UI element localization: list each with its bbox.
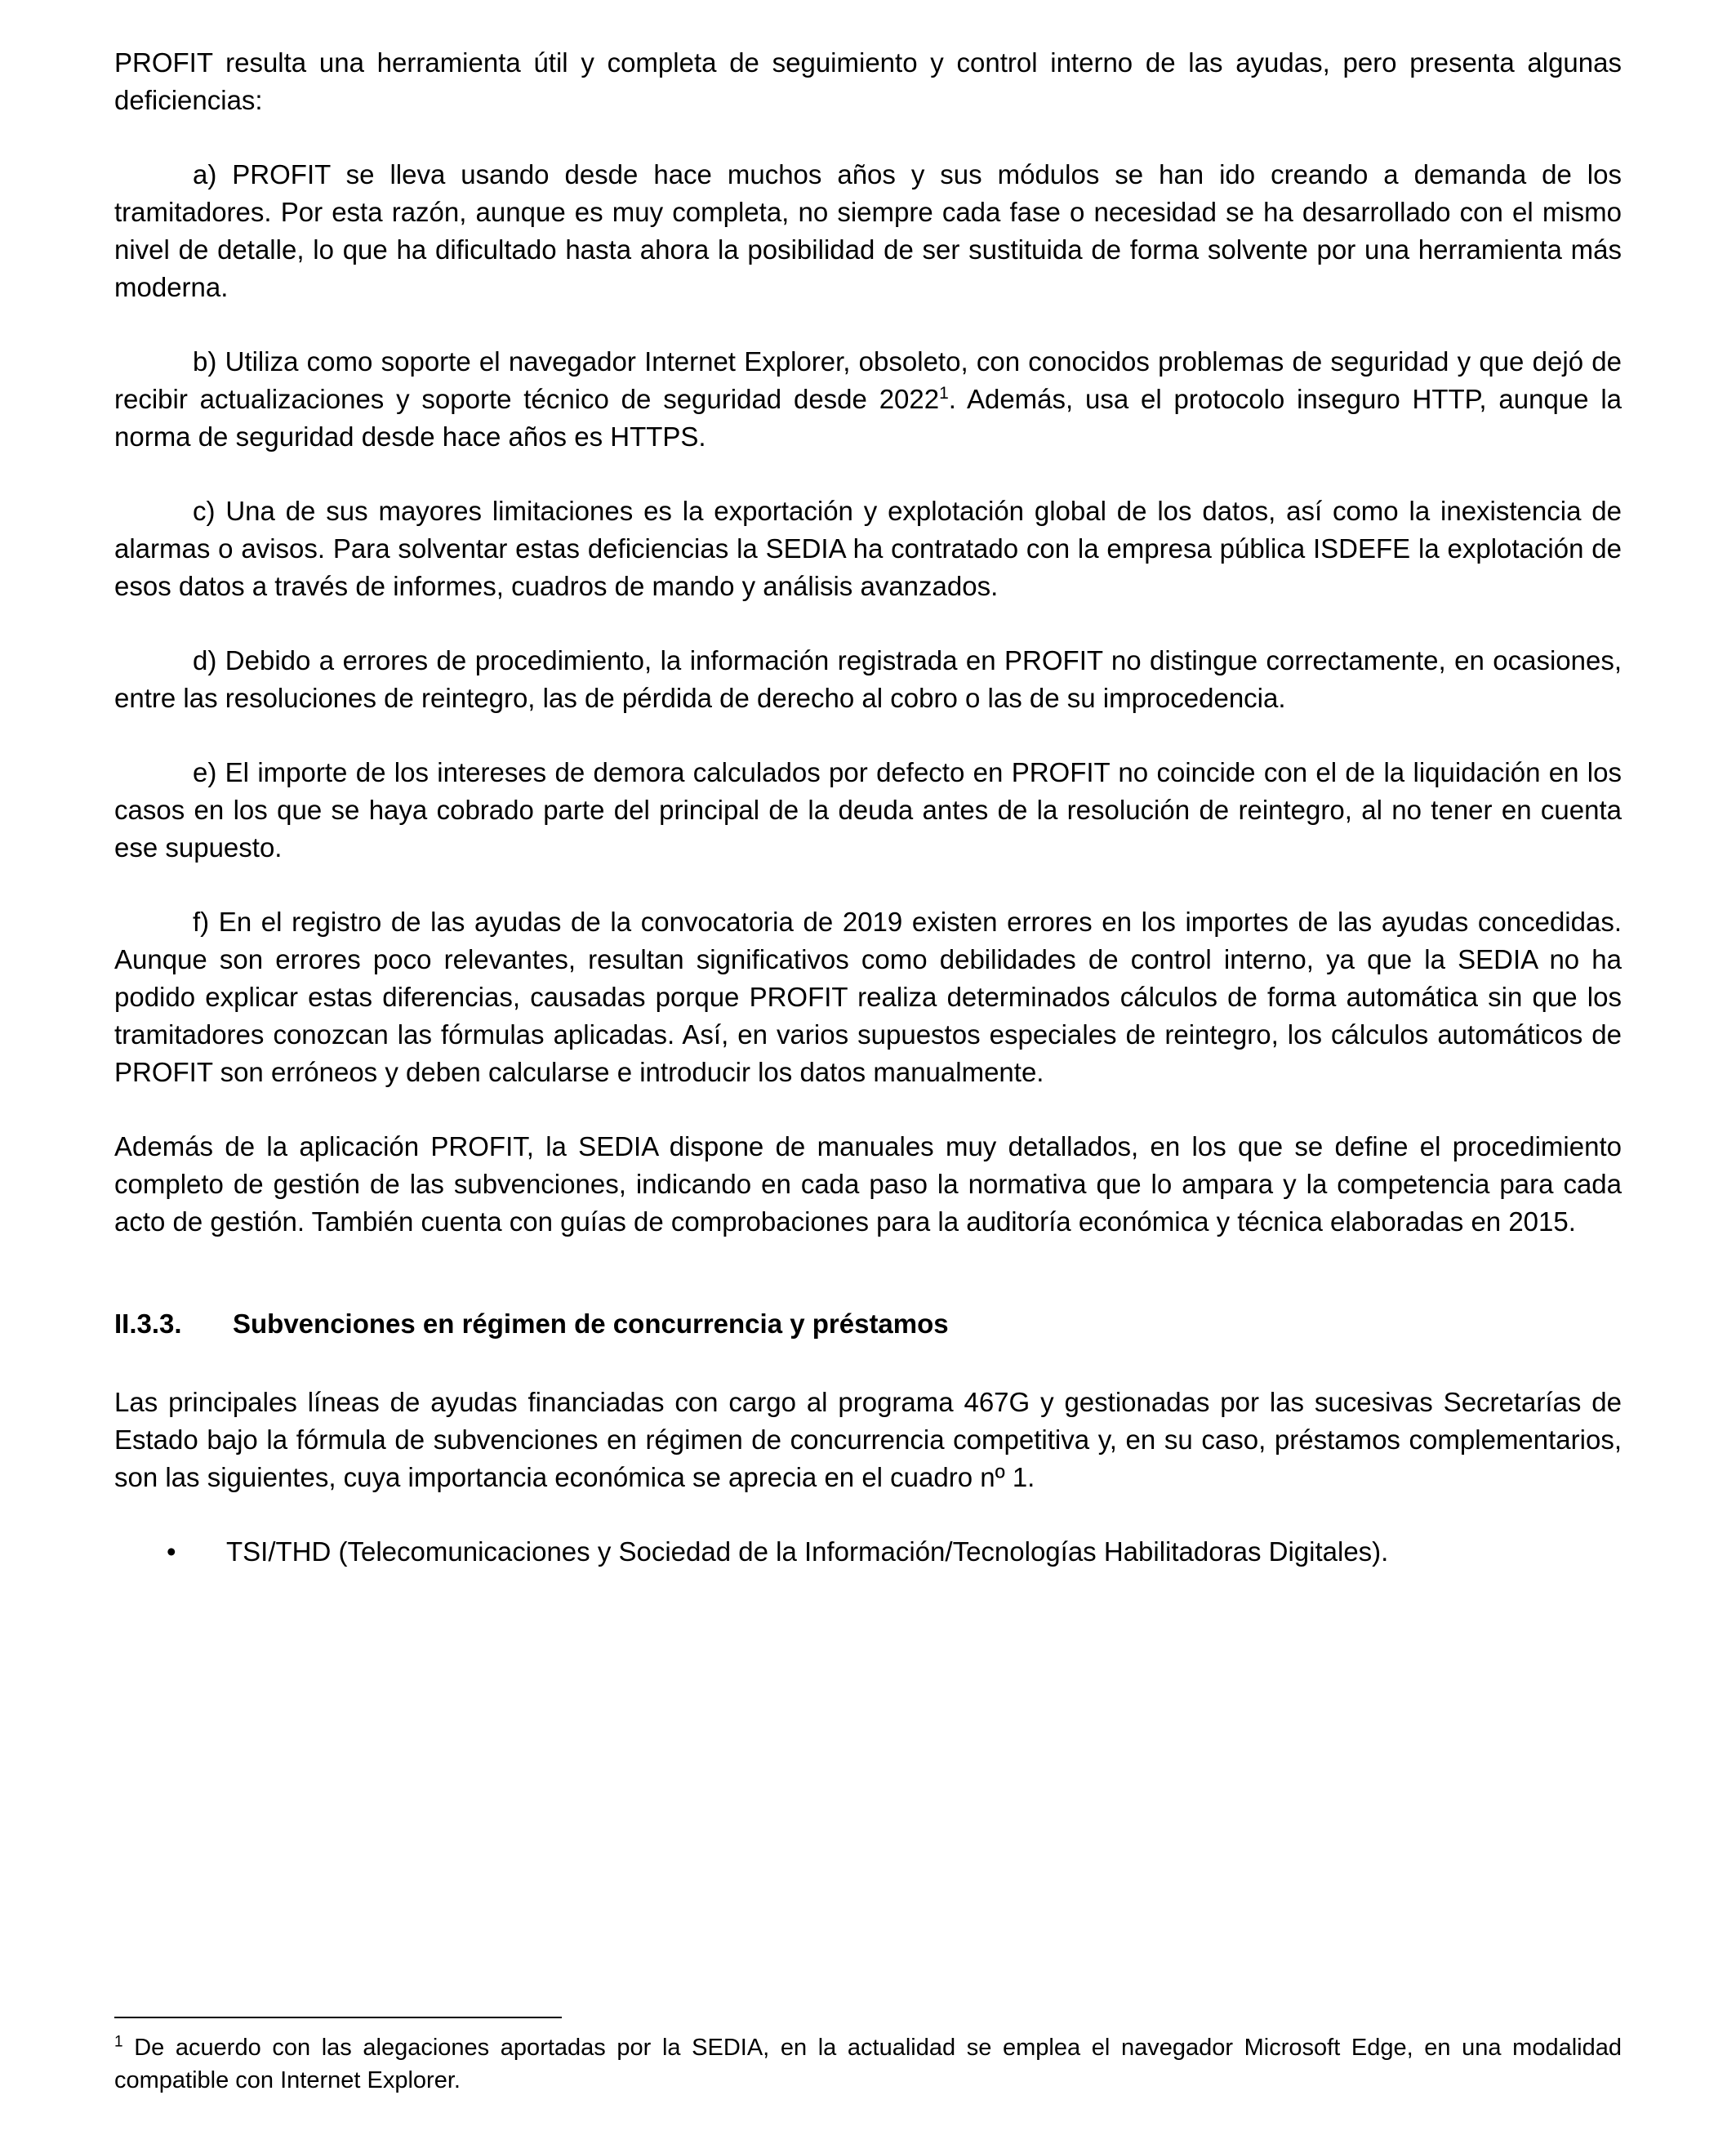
item-f-paragraph: f) En el registro de las ayudas de la convocatoria de 2019 existen errores en los importes de las ayudas concedidas. Aunque son errores poco relevantes, resultan significativos como debilidades de control interno, ya que la SEDIA no ha podido explicar estas diferencias, causadas porque PROFIT realiza determinados cálculos de forma automática sin que los tramitadores conozcan las fórmulas aplicadas. Así, en varios supuestos especiales de reintegro, los cálculos automáticos de PROFIT son erróneos y deben calcularse e introducir los datos manualmente. [114,907,1622,1087]
section-intro-paragraph: Las principales líneas de ayudas financiadas con cargo al programa 467G y gestionadas por las sucesivas Secretarías de Estado bajo la fórmula de subvenciones en régimen de concurrencia competitiva y, en su caso, préstamos complementarios, son las siguientes, cuya importancia económica se aprecia en el cuadro nº 1. [114,1387,1622,1492]
list-item [114,1533,1622,1571]
bullet-icon: • [167,1536,176,1567]
footnote-text: De acuerdo con las alegaciones aportadas por la SEDIA, en la actualidad se emplea el navegador Microsoft Edge, en una modalidad compatible con Internet Explorer. [114,2035,1622,2093]
item-b-text-after: . Además, usa el protocolo inseguro HTTP, aunque la norma de seguridad desde hace años es HTTPS. [114,384,1622,452]
footnote-divider [114,2017,562,2018]
item-a-paragraph: a) PROFIT se lleva usando desde hace muchos años y sus módulos se han ido creando a demanda de los tramitadores. Por esta razón, aunque es muy completa, no siempre cada fase o necesidad se ha desarrollado con el mismo nivel de detalle, lo que ha dificultado hasta ahora la posibilidad de ser sustituida de forma solvente por una herramienta más moderna. [114,159,1622,302]
item-b-text-before: b) Utiliza como soporte el navegador Internet Explorer, obsoleto, con conocidos problemas de seguridad y que dejó de recibir actualizaciones y soporte técnico de seguridad desde 2022 [114,346,1622,414]
closing-paragraph: Además de la aplicación PROFIT, la SEDIA dispone de manuales muy detallados, en los que se define el procedimiento completo de gestión de las subvenciones, indicando en cada paso la normativa que lo ampara y la competencia para cada acto de gestión. También cuenta con guías de comprobaciones para la auditoría económica y técnica elaboradas en 2015. [114,1131,1622,1237]
section-heading [114,1305,1622,1343]
intro-paragraph: PROFIT resulta una herramienta útil y completa de seguimiento y control interno de las ayudas, pero presenta algunas deficiencias: [114,47,1622,115]
footnote-reference-1: 1 [939,384,949,403]
item-e-paragraph: e) El importe de los intereses de demora calculados por defecto en PROFIT no coincide con el de la liquidación en los casos en los que se haya cobrado parte del principal de la deuda antes de la resolución de reintegro, al no tener en cuenta ese supuesto. [114,757,1622,863]
footnote-area [114,2017,1622,2097]
item-c-paragraph: c) Una de sus mayores limitaciones es la exportación y explotación global de los datos, así como la inexistencia de alarmas o avisos. Para solventar estas deficiencias la SEDIA ha contratado con la empresa pública ISDEFE la explotación de esos datos a través de informes, cuadros de mando y análisis avanzados. [114,496,1622,601]
footnote-number: 1 [114,2033,123,2051]
list-item-text: TSI/THD (Telecomunicaciones y Sociedad de la Información/Tecnologías Habilitadoras Digitales). [226,1536,1389,1567]
section-heading-title: Subvenciones en régimen de concurrencia y préstamos [233,1308,949,1339]
section-heading-number: II.3.3. [114,1308,182,1339]
item-d-paragraph: d) Debido a errores de procedimiento, la información registrada en PROFIT no distingue correctamente, en ocasiones, entre las resoluciones de reintegro, las de pérdida de derecho al cobro o las de su improcedencia. [114,645,1622,713]
footnote-1 [114,2031,1622,2097]
item-b-paragraph [114,343,1622,456]
